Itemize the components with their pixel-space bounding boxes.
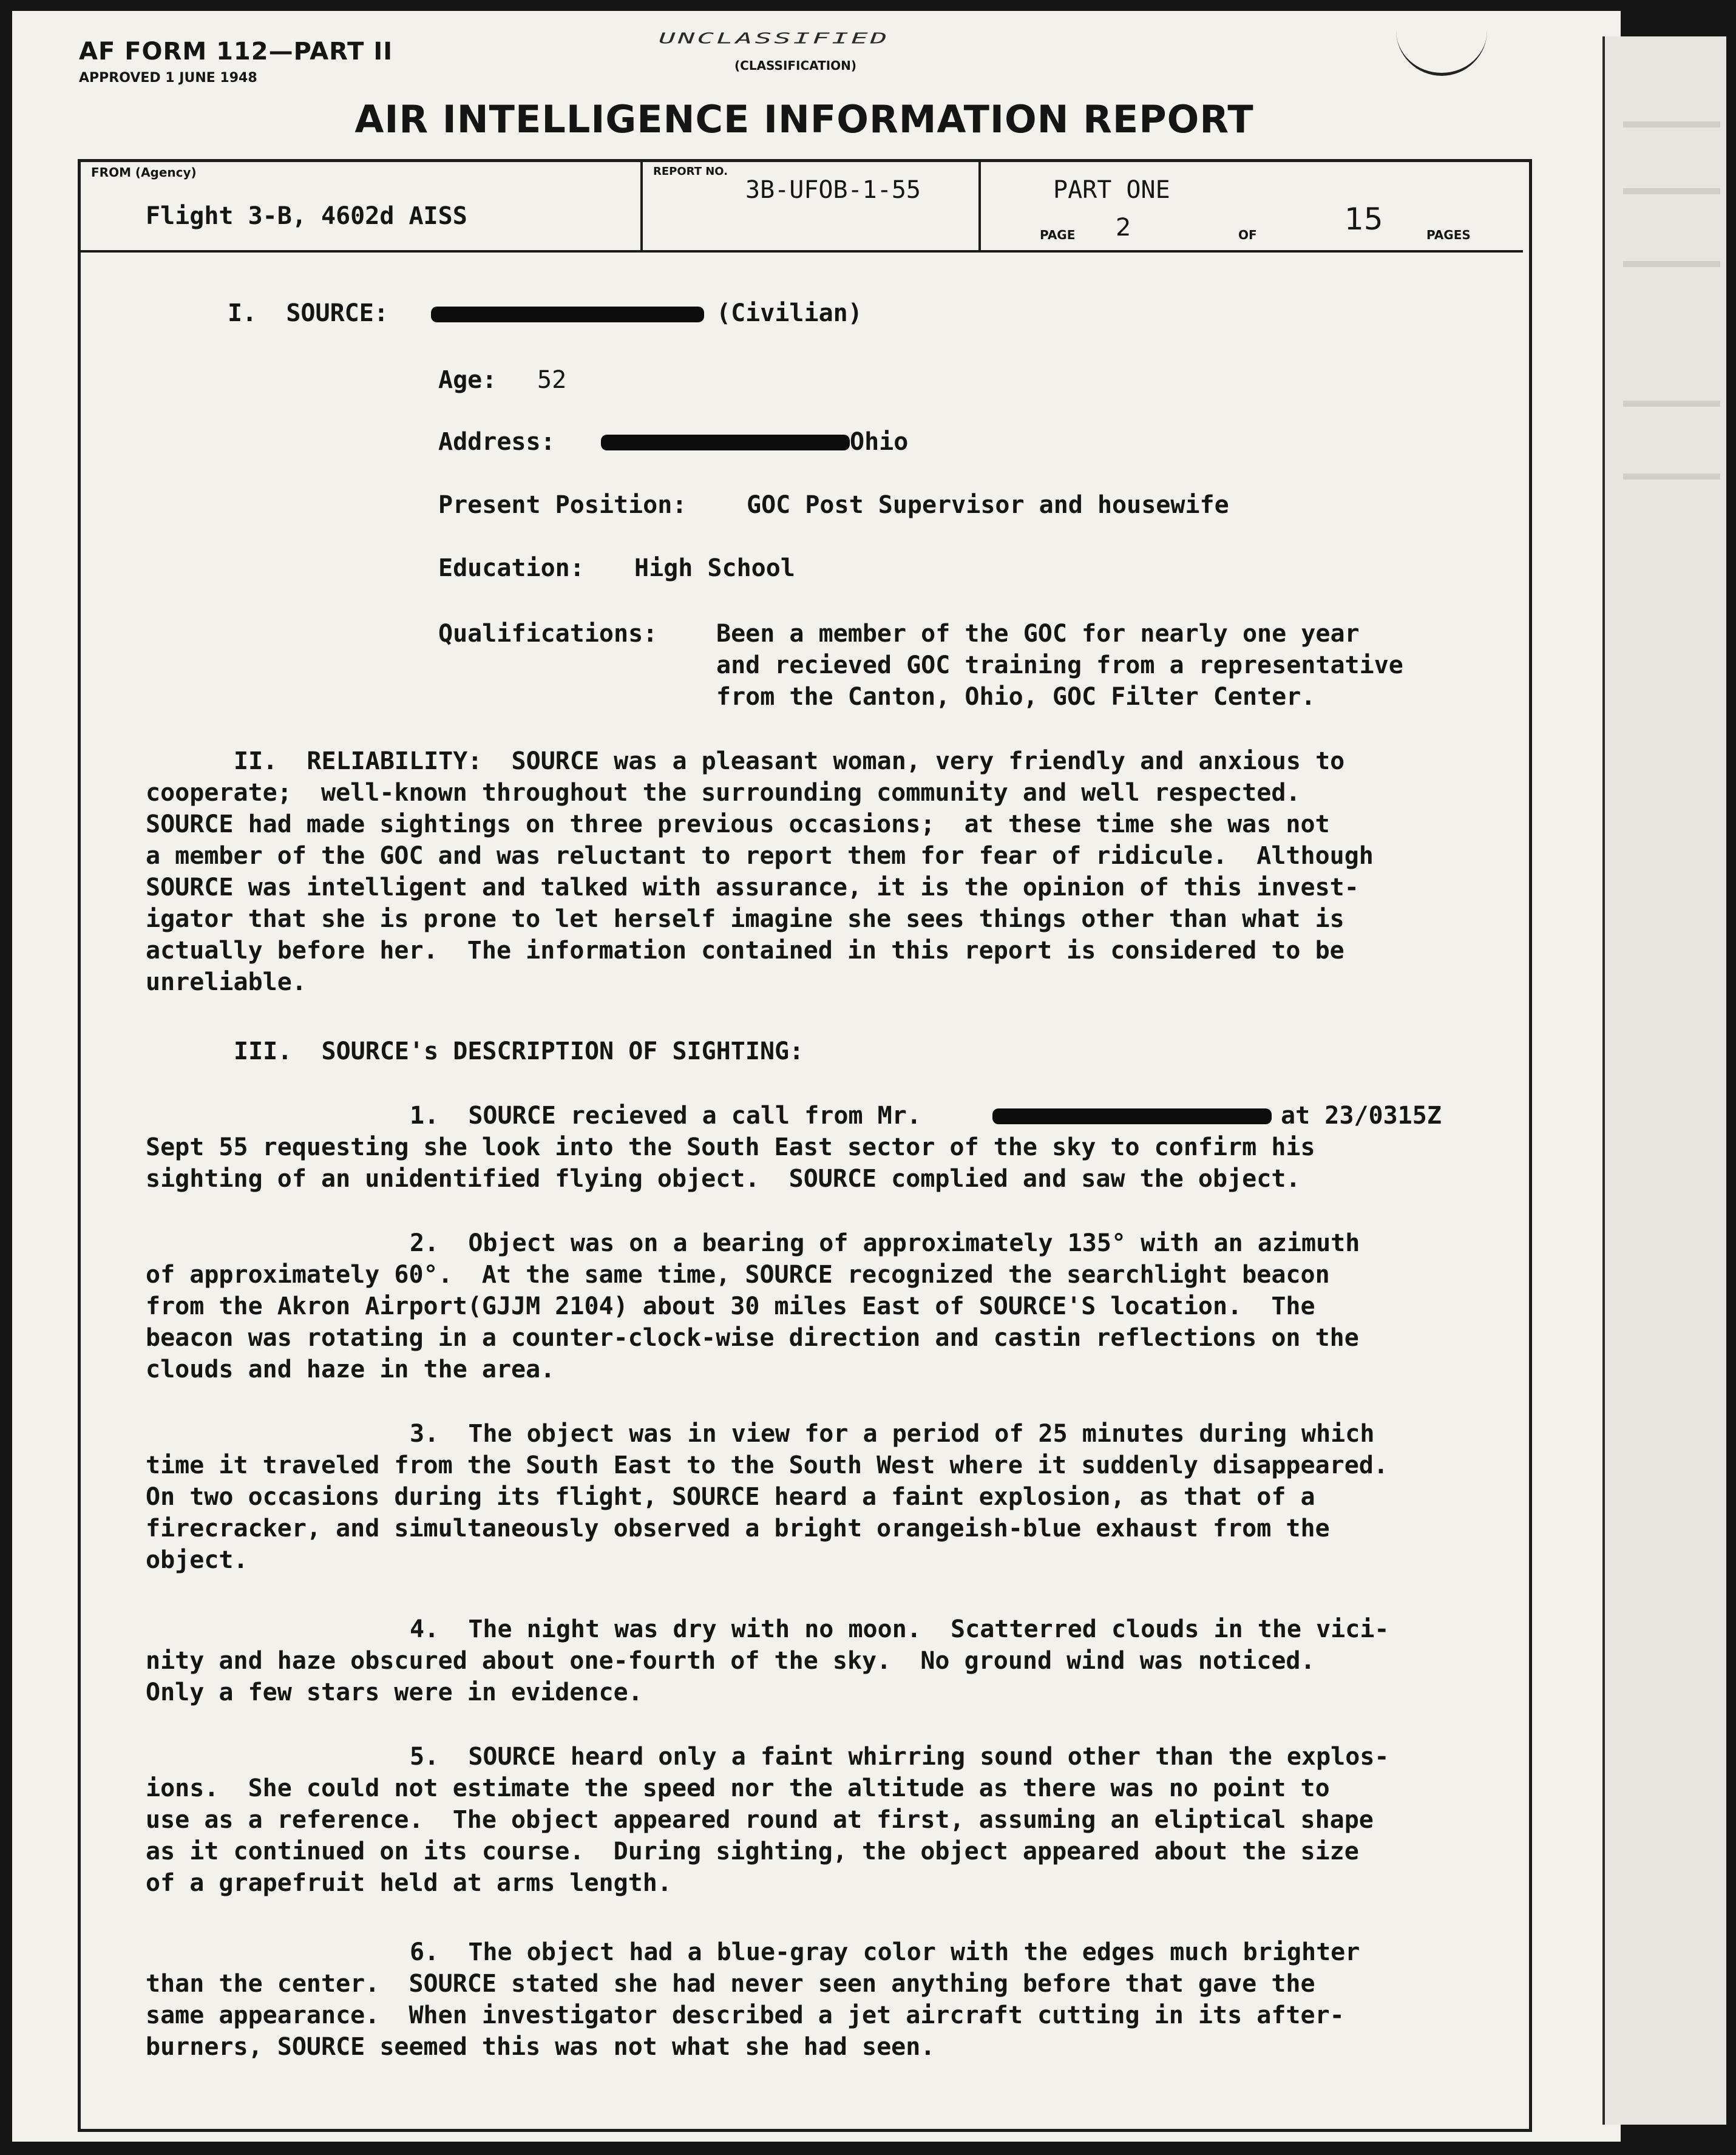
section-heading-description: III. SOURCE's DESCRIPTION OF SIGHTING: [234,1037,804,1065]
paragraph-line: ions. She could not estimate the speed nor the altitude as there was no point to [146,1774,1330,1802]
pages-label: PAGES [1426,228,1471,242]
reliability-line: SOURCE was intelligent and talked with assurance, it is the opinion of this invest- [146,874,1359,901]
qualifications-label: Qualifications: [438,620,658,648]
position-label: Present Position: [438,491,687,519]
header-divider [640,162,643,250]
education-value: High School [634,554,795,582]
page-label: PAGE [1040,228,1076,242]
paragraph-line: as it continued on its course. During sighting, the object appeared about the size [146,1838,1359,1865]
paragraph-line: 3. The object was in view for a period of 25 minutes during which [410,1420,1375,1448]
paragraph-line: use as a reference. The object appeared round at first, assuming an eliptical shape [146,1806,1374,1834]
form-id: AF FORM 112—PART II [79,38,393,66]
paragraph-line: object. [146,1546,248,1574]
paragraph-line: clouds and haze in the area. [146,1356,555,1383]
reliability-line: cooperate; well-known throughout the surrounding community and well respected. [146,779,1301,807]
paragraph-line: 6. The object had a blue-gray color with the edges much brighter [410,1938,1360,1966]
redaction [992,1108,1272,1124]
paragraph-line: On two occasions during its flight, SOURCE heard a faint explosion, as that of a [146,1483,1315,1511]
reliability-line: igator that she is prone to let herself imagine she sees things other than what is [146,905,1344,933]
reliability-line: SOURCE had made sightings on three previous occasions; at these time she was not [146,810,1330,838]
paragraph-line: of approximately 60°. At the same time, SOURCE recognized the searchlight beacon [146,1261,1330,1289]
paragraph-line: burners, SOURCE seemed this was not what she had seen. [146,2033,935,2061]
report-title: AIR INTELLIGENCE INFORMATION REPORT [354,97,1254,141]
paragraph-line: 5. SOURCE heard only a faint whirring sound other than the explos- [410,1743,1389,1771]
reliability-line: II. RELIABILITY: SOURCE was a pleasant woman, very friendly and anxious to [234,747,1345,775]
header-divider [978,162,981,250]
paragraph-line: Only a few stars were in evidence. [146,1678,643,1706]
paragraph-line: beacon was rotating in a counter-clock-wise direction and castin reflections on the [146,1324,1359,1352]
source-civilian: (Civilian) [716,299,863,327]
paragraph-line: same appearance. When investigator described a jet aircraft cutting in its after- [146,2001,1344,2029]
from-value: Flight 3-B, 4602d AISS [146,202,467,230]
reliability-line: actually before her. The information contained in this report is considered to be [146,937,1344,965]
from-label: FROM (Agency) [91,165,197,180]
classification-label: (CLASSIFICATION) [734,58,857,73]
paragraph-line: sighting of an unidentified flying object. SOURCE complied and saw the object. [146,1165,1301,1193]
report-no-label: REPORT NO. [653,165,728,178]
qualifications-line: from the Canton, Ohio, GOC Filter Center. [716,683,1316,711]
paragraph-line: firecracker, and simultaneously observed a bright orangeish-blue exhaust from the [146,1515,1330,1542]
redaction [601,435,850,450]
address-value: Ohio [850,428,909,456]
paragraph-line: 4. The night was dry with no moon. Scatterred clouds in the vici- [410,1615,1389,1643]
approved-date: APPROVED 1 JUNE 1948 [79,70,257,86]
section-heading-source: I. SOURCE: [228,299,388,327]
position-value: GOC Post Supervisor and housewife [747,491,1229,519]
paragraph-line: from the Akron Airport(GJJM 2104) about 30 miles East of SOURCE'S location. The [146,1292,1315,1320]
part-label: PART ONE [1053,176,1170,204]
age-label: Age: [438,366,497,394]
qualifications-line: and recieved GOC training from a representative [716,651,1403,679]
paragraph-line: nity and haze obscured about one-fourth of the sky. No ground wind was noticed. [146,1647,1315,1675]
paragraph-line: than the center. SOURCE stated she had never seen anything before that gave the [146,1970,1315,1998]
page-value: 2 [1116,214,1131,242]
classification-stamp: UNCLASSIFIED [659,29,890,47]
report-no-value: 3B-UFOB-1-55 [745,176,921,204]
paragraph-line: time it traveled from the South East to the South West where it suddenly disappeared. [146,1451,1388,1479]
education-label: Education: [438,554,585,582]
paragraph-line: at 23/0315Z [1281,1102,1442,1130]
adjacent-page-edge [1602,36,1726,2125]
reliability-line: unreliable. [146,968,307,996]
of-label: OF [1238,228,1257,242]
qualifications-line: Been a member of the GOC for nearly one year [716,620,1360,648]
address-label: Address: [438,428,555,456]
reliability-line: a member of the GOC and was reluctant to report them for fear of ridicule. Although [146,842,1374,870]
pages-value: 15 [1344,202,1383,237]
age-value: 52 [537,366,567,394]
paragraph-line: 2. Object was on a bearing of approximately 135° with an azimuth [410,1229,1360,1257]
redaction [431,307,704,322]
paragraph-line: Sept 55 requesting she look into the South East sector of the sky to confirm his [146,1133,1315,1161]
paragraph-line: of a grapefruit held at arms length. [146,1869,672,1897]
paragraph-line: 1. SOURCE recieved a call from Mr. [410,1102,921,1130]
